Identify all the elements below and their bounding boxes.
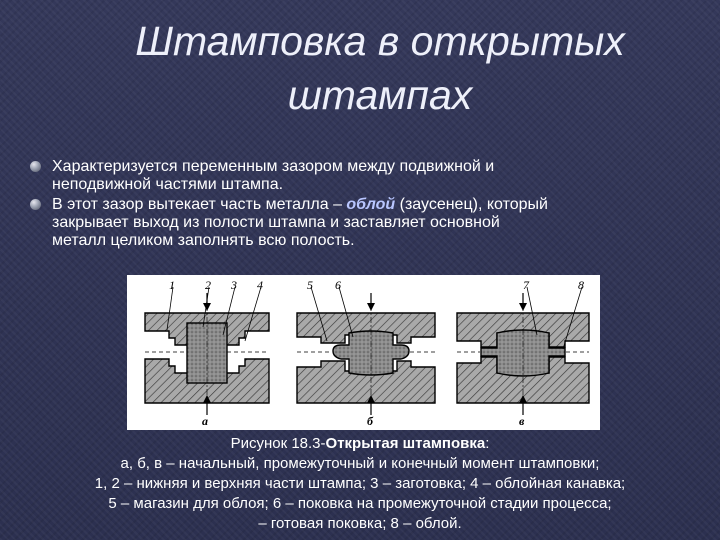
part-number-6: 6 — [335, 278, 341, 292]
figure-caption — [0, 434, 720, 534]
stage-label-c: в — [519, 414, 525, 428]
bullet-1-line-2: неподвижной частями штампа. — [52, 176, 284, 193]
stage-label-b: б — [367, 414, 373, 428]
bullet-list — [30, 158, 710, 252]
bullet-2-text-before: В этот зазор вытекает часть металла – — [52, 196, 347, 213]
die-forging-figure — [127, 275, 600, 430]
caption-line-1 — [0, 434, 720, 454]
part-number-2: 2 — [205, 278, 211, 292]
stage-c-diagram — [457, 278, 589, 428]
part-number-5: 5 — [307, 278, 313, 292]
bullet-2-line-2: закрывает выход из полости штампа и заставляет основной — [52, 214, 500, 231]
bullet-item-2 — [30, 196, 710, 250]
bullet-2-line-1 — [52, 196, 710, 214]
stage-b-diagram — [297, 278, 435, 428]
part-number-3: 3 — [231, 278, 237, 292]
bullet-icon — [30, 161, 41, 172]
bullet-2-text-after: (заусенец), который — [395, 196, 548, 213]
title-line-1: Штамповка в открытых — [135, 18, 625, 64]
part-number-1: 1 — [169, 278, 175, 292]
title-line-2: штампах — [287, 72, 473, 118]
stage-a-diagram — [145, 278, 269, 428]
caption-line-5: – готовая поковка; 8 – облой. — [258, 515, 462, 532]
caption-colon: : — [485, 435, 490, 452]
figure-title: Открытая штамповка — [325, 435, 486, 452]
bullet-icon — [30, 199, 41, 210]
caption-line-3: 1, 2 – нижняя и верхняя части штампа; 3 – заготовка; 4 – облойная канавка; — [94, 475, 626, 492]
part-number-7: 7 — [523, 278, 529, 292]
caption-line-4: 5 – магазин для облоя; 6 – поковка на промежуточной стадии процесса; — [108, 495, 612, 512]
bullet-item-1 — [30, 158, 710, 194]
part-number-8: 8 — [578, 278, 584, 292]
bullet-2-line-3: металл целиком заполнять всю полость. — [52, 232, 355, 249]
figure-number: Рисунок 18.3- — [230, 435, 326, 452]
caption-line-2: а, б, в – начальный, промежуточный и конечный момент штамповки; — [120, 455, 600, 472]
slide-title — [40, 14, 720, 122]
flash-term: облой — [346, 196, 396, 213]
part-number-4: 4 — [257, 278, 263, 292]
die-forging-diagram — [127, 275, 600, 430]
bullet-1-line-1: Характеризуется переменным зазором между подвижной и — [52, 158, 495, 175]
stage-label-a: а — [202, 414, 208, 428]
